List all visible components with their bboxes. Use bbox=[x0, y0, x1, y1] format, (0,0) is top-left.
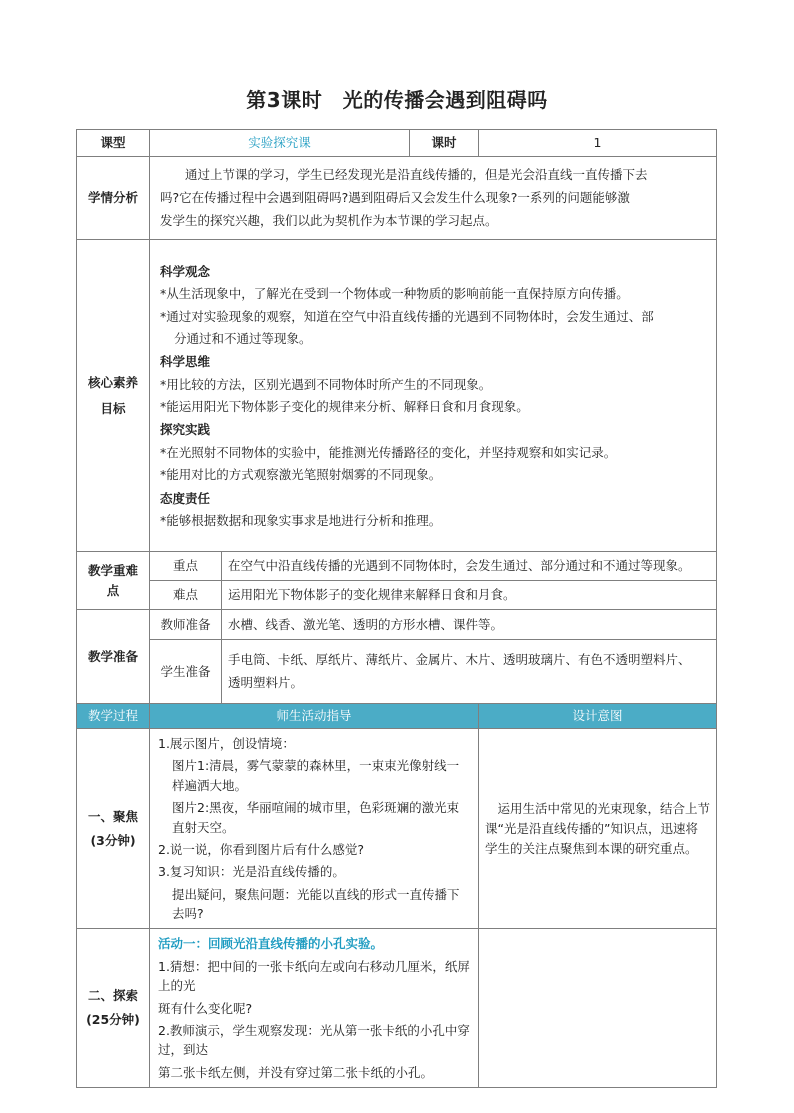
hours-label: 课时 bbox=[410, 130, 479, 157]
process-header-guidance: 师生活动指导 bbox=[150, 704, 479, 729]
stage-name: 二、探索 bbox=[87, 988, 138, 1004]
core-literacy-label-line: 目标 bbox=[100, 400, 126, 416]
stage-explore-intent bbox=[479, 929, 717, 1088]
goal-item: *能够根据数据和现象实事求是地进行分析和推理。 bbox=[160, 512, 442, 528]
activity-title: 活动一：回顾光沿直线传播的小孔实验。 bbox=[158, 936, 384, 952]
core-literacy-label bbox=[77, 240, 150, 552]
goal-item: *通过对实验现象的观察，知道在空气中沿直线传播的光遇到不同物体时，会发生通过、部 bbox=[160, 308, 654, 324]
goal-item: *用比较的方法，区别光遇到不同物体时所产生的不同现象。 bbox=[160, 376, 492, 392]
student-prep-line: 透明塑料片。 bbox=[228, 675, 304, 690]
row-lesson-type bbox=[77, 130, 717, 157]
lesson-plan-table bbox=[76, 129, 717, 1088]
row-difficult-point bbox=[77, 581, 717, 610]
stage-time: (3分钟) bbox=[90, 832, 136, 848]
activity-line: 图片2:黑夜，华丽喧闹的城市里，色彩斑斓的激光束直射天空。 bbox=[172, 800, 460, 835]
process-header-intent: 设计意图 bbox=[479, 704, 717, 729]
activity-line: 2.说一说，你看到图片后有什么感觉? bbox=[158, 841, 365, 857]
teacher-prep-value: 水槽、线香、激光笔、透明的方形水槽、课件等。 bbox=[222, 610, 717, 640]
activity-line: 1.展示图片，创设情境： bbox=[158, 736, 295, 751]
teacher-prep-label: 教师准备 bbox=[150, 610, 222, 640]
row-student-prep bbox=[77, 640, 717, 704]
key-point-value: 在空气中沿直线传播的光遇到不同物体时，会发生通过、部分通过和不通过等现象。 bbox=[222, 552, 717, 581]
stage-explore-label bbox=[77, 929, 150, 1088]
section-title: 探究实践 bbox=[160, 422, 211, 438]
goal-item: *能运用阳光下物体影子变化的规律来分析、解释日食和月食现象。 bbox=[160, 399, 529, 414]
student-prep-value bbox=[222, 640, 717, 704]
stage-focus-intent: 运用生活中常见的光束现象，结合上节课“光是沿直线传播的”知识点，迅速将学生的关注点聚焦到本课的研究重点。 bbox=[479, 729, 717, 929]
student-analysis-content bbox=[150, 157, 717, 240]
student-prep-line: 手电筒、卡纸、厚纸片、薄纸片、金属片、木片、透明玻璃片、有色不透明塑料片、 bbox=[228, 652, 691, 667]
activity-line: 2.教师演示，学生观察发现：光从第一张卡纸的小孔中穿过，到达 bbox=[158, 1022, 470, 1058]
stage-explore-content bbox=[150, 929, 479, 1088]
row-stage-explore bbox=[77, 929, 717, 1088]
key-difficult-label: 教学重难点 bbox=[77, 552, 150, 610]
core-literacy-label-line: 核心素养 bbox=[87, 374, 138, 390]
row-student-analysis bbox=[77, 157, 717, 240]
lesson-type-label: 课型 bbox=[77, 130, 150, 157]
activity-line: 图片1:清晨，雾气蒙蒙的森林里，一束束光像射线一样遍洒大地。 bbox=[172, 758, 460, 793]
page-title: 第3课时 光的传播会遇到阻碍吗 bbox=[246, 88, 548, 112]
row-stage-focus bbox=[77, 729, 717, 929]
preparation-label: 教学准备 bbox=[77, 610, 150, 704]
section-title: 科学观念 bbox=[160, 263, 211, 279]
goal-item: *从生活现象中，了解光在受到一个物体或一种物质的影响前能一直保持原方向传播。 bbox=[160, 286, 629, 302]
activity-line: 提出疑问，聚焦问题：光能以直线的形式一直传播下去吗? bbox=[172, 886, 460, 921]
process-header-stage: 教学过程 bbox=[77, 704, 150, 729]
activity-line: 3.复习知识：光是沿直线传播的。 bbox=[158, 864, 345, 880]
section-title: 态度责任 bbox=[160, 490, 211, 506]
process-header-row bbox=[77, 704, 717, 729]
student-analysis-label: 学情分析 bbox=[77, 157, 150, 240]
difficult-point-value: 运用阳光下物体影子的变化规律来解释日食和月食。 bbox=[222, 581, 717, 610]
difficult-point-label: 难点 bbox=[150, 581, 222, 610]
stage-focus-content bbox=[150, 729, 479, 929]
core-literacy-content bbox=[150, 240, 717, 552]
analysis-line: 发学生的探究兴趣，我们以此为契机作为本节课的学习起点。 bbox=[160, 213, 498, 228]
analysis-line: 吗?它在传播过程中会遇到阻碍吗?遇到阻碍后又会发生什么现象?一系列的问题能够激 bbox=[160, 190, 630, 205]
hours-value: 1 bbox=[479, 130, 717, 157]
row-teacher-prep bbox=[77, 610, 717, 640]
goal-item: *能用对比的方式观察激光笔照射烟雾的不同现象。 bbox=[160, 467, 442, 483]
section-title: 科学思维 bbox=[160, 354, 211, 370]
goal-item: *在光照射不同物体的实验中，能推测光传播路径的变化，并坚持观察和如实记录。 bbox=[160, 444, 617, 460]
lesson-type-value: 实验探究课 bbox=[150, 130, 410, 157]
goal-item: 分通过和不通过等现象。 bbox=[174, 330, 312, 346]
key-point-label: 重点 bbox=[150, 552, 222, 581]
activity-line: 第二张卡纸左侧，并没有穿过第二张卡纸的小孔。 bbox=[158, 1064, 434, 1080]
analysis-line: 通过上节课的学习，学生已经发现光是沿直线传播的，但是光会沿直线一直传播下去 bbox=[185, 167, 648, 182]
student-prep-label: 学生准备 bbox=[150, 640, 222, 704]
stage-name: 一、聚焦 bbox=[87, 808, 138, 824]
row-core-literacy bbox=[77, 240, 717, 552]
activity-line: 1.猜想：把中间的一张卡纸向左或向右移动几厘米，纸屏上的光 bbox=[158, 958, 470, 994]
stage-time: (25分钟) bbox=[86, 1012, 140, 1028]
stage-focus-label bbox=[77, 729, 150, 929]
row-key-point bbox=[77, 552, 717, 581]
activity-line: 斑有什么变化呢? bbox=[158, 1000, 253, 1016]
